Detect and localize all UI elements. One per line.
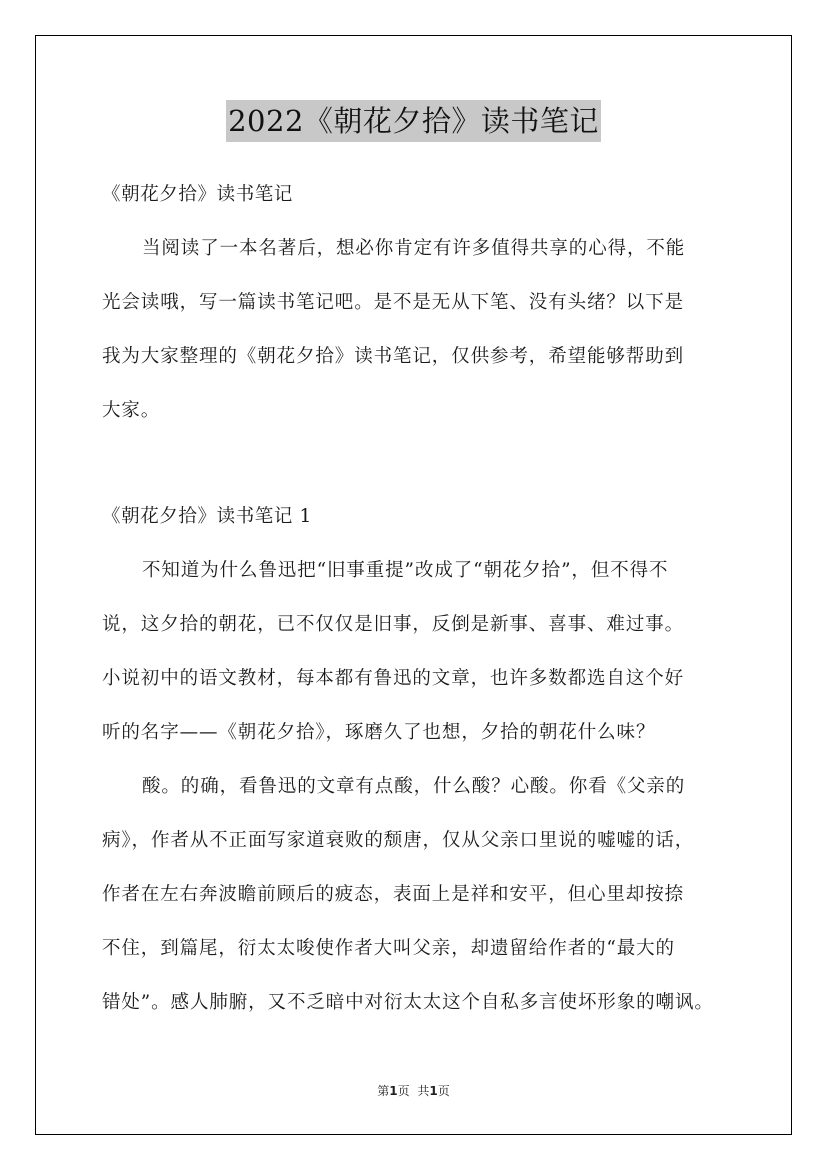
page-total: 1 — [429, 1084, 438, 1098]
intro-paragraph — [102, 229, 728, 445]
page-prefix: 第 — [377, 1084, 390, 1098]
paragraph-line: 不知道为什么鲁迅把“旧事重提”改成了“朝花夕拾”，但不得不 — [142, 560, 669, 581]
section1-heading: 《朝花夕拾》读书笔记 1 — [102, 506, 312, 527]
paragraph-line: 听的名字——《朝花夕拾》，琢磨久了也想，夕拾的朝花什么味？ — [102, 722, 656, 743]
total-suffix: 页 — [437, 1084, 450, 1098]
page-current: 1 — [389, 1084, 398, 1098]
paragraph-line: 病》，作者从不正面写家道衰败的颓唐，仅从父亲口里说的嘘嘘的话， — [102, 830, 695, 851]
paragraph-line: 小说初中的语文教材，每本都有鲁迅的文章，也许多数都选自这个好 — [102, 668, 685, 689]
paragraph-line: 说，这夕拾的朝花，已不仅仅是旧事，反倒是新事、喜事、难过事。 — [102, 614, 685, 635]
intro-line: 当阅读了一本名著后，想必你肯定有许多值得共享的心得，不能 — [142, 238, 686, 259]
document-body — [102, 175, 728, 1037]
total-prefix: 共 — [417, 1084, 430, 1098]
title-container — [0, 100, 827, 142]
page-footer — [0, 1083, 827, 1099]
intro-line: 光会读哦，写一篇读书笔记吧。是不是无从下笔、没有头绪？以下是 — [102, 292, 685, 313]
paragraph-line: 酸。的确，看鲁迅的文章有点酸，什么酸？心酸。你看《父亲的 — [142, 776, 686, 797]
intro-line: 我为大家整理的《朝花夕拾》读书笔记，仅供参考，希望能够帮助到 — [102, 346, 685, 367]
intro-line: 大家。 — [102, 400, 161, 421]
spacer — [102, 445, 728, 497]
section1-paragraph-1 — [102, 551, 728, 767]
paragraph-line: 错处”。感人肺腑，又不乏暗中对衍太太这个自私多言使坏形象的嘲讽。 — [102, 992, 714, 1013]
section1-paragraph-2 — [102, 767, 728, 1037]
intro-heading: 《朝花夕拾》读书笔记 — [102, 184, 294, 205]
paragraph-line: 作者在左右奔波瞻前顾后的疲态，表面上是祥和安平，但心里却按捺 — [102, 884, 685, 905]
page-suffix: 页 — [397, 1084, 410, 1098]
paragraph-line: 不住，到篇尾，衍太太唆使作者大叫父亲，却遗留给作者的“最大的 — [102, 938, 675, 959]
document-title: 2022《朝花夕拾》读书笔记 — [226, 100, 601, 142]
